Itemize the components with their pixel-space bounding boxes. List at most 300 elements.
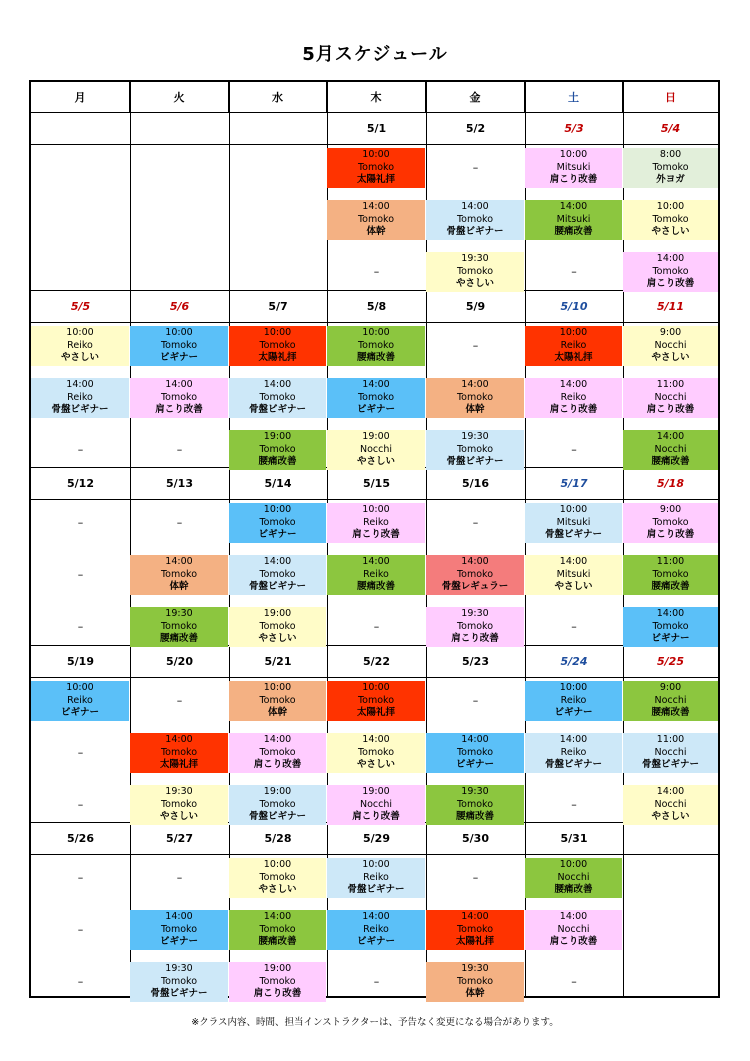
class-instructor: Tomoko <box>652 568 689 580</box>
empty-slot-dash: – <box>472 161 479 174</box>
empty-slot-dash: – <box>77 620 84 633</box>
class-time: 14:00 <box>165 734 193 745</box>
class-time: 10:00 <box>263 682 292 693</box>
class-time: 14:00 <box>656 786 685 797</box>
class-instructor: Tomoko <box>357 391 395 403</box>
class-time: 14:00 <box>165 556 193 567</box>
class-instructor: Nocchi <box>654 391 687 403</box>
class-slot[interactable] <box>623 378 718 418</box>
date-label: 5/19 <box>67 655 94 668</box>
class-time: 19:30 <box>461 253 489 264</box>
class-time: 14:00 <box>461 734 489 745</box>
class-slot[interactable] <box>130 607 228 647</box>
empty-slot-dash: – <box>571 265 577 278</box>
class-name: 骨盤ビギナー <box>641 759 699 770</box>
class-slot[interactable] <box>130 910 228 950</box>
weekday-5: 土 <box>525 82 623 112</box>
class-instructor: Tomoko <box>259 923 296 935</box>
class-name: 骨盤ビギナー <box>248 404 306 415</box>
class-name: 腰痛改善 <box>258 456 297 467</box>
date-label: 5/15 <box>363 477 390 490</box>
class-instructor: Nocchi <box>654 339 687 351</box>
class-slot[interactable] <box>525 733 622 773</box>
class-slot[interactable] <box>525 858 622 898</box>
class-slot[interactable] <box>623 733 718 773</box>
class-instructor: Tomoko <box>357 746 395 758</box>
class-time: 10:00 <box>263 504 292 515</box>
weekday-6: 日 <box>665 91 676 104</box>
class-name: 骨盤ビギナー <box>150 988 208 999</box>
class-slot[interactable] <box>229 681 326 721</box>
class-name: ビギナー <box>159 352 198 363</box>
class-slot[interactable] <box>426 430 524 470</box>
class-time: 10:00 <box>559 859 588 870</box>
class-instructor: Tomoko <box>456 798 494 810</box>
class-slot[interactable] <box>426 378 524 418</box>
class-name: 肩こり改善 <box>549 174 598 185</box>
date-label: 5/14 <box>264 477 292 490</box>
class-instructor: Tomoko <box>456 568 494 580</box>
class-instructor: Tomoko <box>456 746 494 758</box>
class-time: 14:00 <box>362 556 390 567</box>
class-time: 14:00 <box>559 201 588 212</box>
class-name: 体幹 <box>169 581 189 592</box>
class-name: 骨盤ビギナー <box>544 529 602 540</box>
class-instructor: Tomoko <box>160 923 198 935</box>
class-time: 14:00 <box>362 911 390 922</box>
class-instructor: Tomoko <box>357 161 395 173</box>
class-slot[interactable] <box>426 733 524 773</box>
class-name: 腰痛改善 <box>455 811 494 822</box>
class-slot[interactable] <box>327 785 425 825</box>
date-label: 5/13 <box>166 477 193 490</box>
class-time: 19:30 <box>461 608 489 619</box>
class-slot[interactable] <box>623 785 718 825</box>
class-time: 19:00 <box>263 431 292 442</box>
empty-slot-dash: – <box>373 975 380 988</box>
class-slot[interactable] <box>327 503 425 543</box>
class-instructor: Tomoko <box>652 161 689 173</box>
class-time: 14:00 <box>559 556 588 567</box>
class-time: 14:00 <box>461 379 489 390</box>
date-label: 5/11 <box>657 300 684 313</box>
date-label: 5/25 <box>657 655 684 668</box>
class-time: 19:30 <box>461 431 489 442</box>
class-slot[interactable] <box>525 200 622 240</box>
class-instructor: Tomoko <box>160 620 198 632</box>
date-label: 5/4 <box>660 122 681 135</box>
class-instructor: Nocchi <box>359 798 393 810</box>
class-slot[interactable] <box>623 326 718 366</box>
class-name: ビギナー <box>258 529 297 540</box>
class-time: 19:00 <box>362 431 390 442</box>
class-name: 肩こり改善 <box>253 759 302 770</box>
empty-slot-dash: – <box>176 516 183 529</box>
class-name: 腰痛改善 <box>651 581 690 592</box>
class-instructor: Mitsuki <box>556 161 591 173</box>
date-label: 5/20 <box>166 655 193 668</box>
class-time: 14:00 <box>559 734 588 745</box>
class-slot[interactable] <box>623 430 718 470</box>
date-label: 5/31 <box>560 832 588 845</box>
class-time: 14:00 <box>656 431 685 442</box>
class-name: やさしい <box>356 456 395 467</box>
empty-slot-dash: – <box>77 798 84 811</box>
class-instructor: Tomoko <box>259 568 296 580</box>
class-name: 太陽礼拝 <box>554 352 593 363</box>
class-instructor: Nocchi <box>654 694 687 706</box>
weekday-4: 金 <box>426 82 525 112</box>
class-instructor: Reiko <box>67 339 93 351</box>
class-instructor: Nocchi <box>557 923 590 935</box>
class-name: 太陽礼拝 <box>356 174 395 185</box>
empty-slot-dash: – <box>472 516 479 529</box>
class-name: 肩こり改善 <box>549 936 598 947</box>
class-slot[interactable] <box>623 148 718 188</box>
class-instructor: Tomoko <box>259 516 296 528</box>
class-time: 10:00 <box>66 327 94 338</box>
empty-slot-dash: – <box>77 871 84 884</box>
class-instructor: Tomoko <box>160 746 198 758</box>
class-name: 肩こり改善 <box>451 633 499 644</box>
class-slot[interactable] <box>130 326 228 366</box>
class-name: 骨盤ビギナー <box>248 581 306 592</box>
class-slot[interactable] <box>130 962 228 1002</box>
class-instructor: Tomoko <box>160 568 198 580</box>
class-instructor: Tomoko <box>456 620 494 632</box>
class-instructor: Reiko <box>560 391 587 403</box>
class-slot[interactable] <box>31 681 129 721</box>
class-instructor: Mitsuki <box>556 213 591 225</box>
grid-line-h <box>31 677 718 678</box>
class-time: 11:00 <box>656 556 685 567</box>
class-name: やさしい <box>651 352 690 363</box>
empty-slot-dash: – <box>571 443 577 456</box>
class-slot[interactable] <box>130 555 228 595</box>
class-slot[interactable] <box>327 148 425 188</box>
class-name: 太陽礼拝 <box>258 352 297 363</box>
class-instructor: Nocchi <box>654 746 687 758</box>
date-label: 5/5 <box>70 300 91 313</box>
class-time: 10:00 <box>656 201 685 212</box>
class-instructor: Tomoko <box>259 694 296 706</box>
class-time: 14:00 <box>656 253 685 264</box>
class-time: 10:00 <box>559 149 588 160</box>
class-instructor: Tomoko <box>357 694 395 706</box>
class-slot[interactable] <box>426 607 524 647</box>
class-instructor: Tomoko <box>259 746 296 758</box>
class-instructor: Tomoko <box>259 871 296 883</box>
date-label: 5/1 <box>366 122 387 135</box>
class-slot[interactable] <box>130 785 228 825</box>
class-slot[interactable] <box>327 378 425 418</box>
class-time: 8:00 <box>659 149 682 160</box>
date-label: 5/23 <box>462 655 489 668</box>
class-instructor: Tomoko <box>456 265 494 277</box>
class-slot[interactable] <box>426 910 524 950</box>
class-time: 11:00 <box>656 734 685 745</box>
class-slot[interactable] <box>525 681 622 721</box>
class-name: やさしい <box>258 884 297 895</box>
class-slot[interactable] <box>229 555 326 595</box>
class-instructor: Nocchi <box>359 443 393 455</box>
class-name: 肩こり改善 <box>155 404 203 415</box>
date-label: 5/26 <box>67 832 94 845</box>
class-name: 体幹 <box>267 707 287 718</box>
class-slot[interactable] <box>623 503 718 543</box>
class-name: 肩こり改善 <box>352 811 400 822</box>
class-name: 腰痛改善 <box>356 352 395 363</box>
class-name: ビギナー <box>159 936 198 947</box>
class-time: 19:30 <box>165 786 193 797</box>
class-slot[interactable] <box>229 378 326 418</box>
class-instructor: Tomoko <box>652 265 689 277</box>
class-name: 骨盤ビギナー <box>544 759 602 770</box>
class-slot[interactable] <box>327 858 425 898</box>
weekday-1: 火 <box>130 82 229 112</box>
grid-line-h <box>31 499 718 500</box>
class-instructor: Reiko <box>560 694 587 706</box>
class-slot[interactable] <box>426 785 524 825</box>
grid-line-h <box>31 854 718 855</box>
class-time: 10:00 <box>263 327 292 338</box>
empty-slot-dash: – <box>373 620 380 633</box>
class-name: 体幹 <box>465 404 485 415</box>
class-instructor: Tomoko <box>357 213 395 225</box>
date-label: 5/21 <box>264 655 292 668</box>
class-slot[interactable] <box>229 503 326 543</box>
date-label: 5/9 <box>465 300 486 313</box>
empty-slot-dash: – <box>176 443 183 456</box>
class-instructor: Tomoko <box>456 213 494 225</box>
date-label: 5/29 <box>363 832 390 845</box>
date-label: 5/16 <box>462 477 489 490</box>
class-time: 14:00 <box>263 379 292 390</box>
class-time: 19:00 <box>362 786 390 797</box>
empty-slot-dash: – <box>472 339 479 352</box>
class-name: 骨盤ビギナー <box>347 884 405 895</box>
class-time: 10:00 <box>362 859 390 870</box>
class-time: 10:00 <box>559 682 588 693</box>
empty-slot-dash: – <box>77 568 84 581</box>
grid-line-h <box>31 322 718 323</box>
class-time: 19:30 <box>165 608 193 619</box>
class-instructor: Reiko <box>67 694 93 706</box>
class-instructor: Reiko <box>363 871 389 883</box>
class-slot[interactable] <box>426 962 524 1002</box>
class-time: 19:30 <box>165 963 193 974</box>
class-name: 腰痛改善 <box>554 226 593 237</box>
class-name: 腰痛改善 <box>651 456 690 467</box>
grid-line-h <box>31 290 718 291</box>
empty-slot-dash: – <box>77 443 84 456</box>
class-name: ビギナー <box>455 759 494 770</box>
class-time: 19:30 <box>461 963 489 974</box>
class-slot[interactable] <box>31 326 129 366</box>
empty-slot-dash: – <box>77 923 84 936</box>
class-time: 19:00 <box>263 786 292 797</box>
date-label: 5/22 <box>363 655 390 668</box>
class-time: 10:00 <box>559 504 588 515</box>
empty-slot-dash: – <box>571 620 577 633</box>
class-time: 9:00 <box>659 682 682 693</box>
class-slot[interactable] <box>327 326 425 366</box>
class-instructor: Nocchi <box>654 443 687 455</box>
class-slot[interactable] <box>229 858 326 898</box>
class-name: 腰痛改善 <box>651 707 690 718</box>
class-instructor: Tomoko <box>357 339 395 351</box>
class-name: ビギナー <box>60 707 99 718</box>
class-instructor: Reiko <box>363 923 389 935</box>
class-time: 9:00 <box>659 504 682 515</box>
class-instructor: Tomoko <box>259 391 296 403</box>
empty-slot-dash: – <box>571 975 577 988</box>
class-slot[interactable] <box>229 733 326 773</box>
class-time: 14:00 <box>263 556 292 567</box>
class-instructor: Tomoko <box>259 798 296 810</box>
date-label: 5/10 <box>560 300 588 313</box>
class-slot[interactable] <box>130 733 228 773</box>
weekday-2: 水 <box>229 82 327 112</box>
class-time: 10:00 <box>362 504 390 515</box>
class-slot[interactable] <box>426 252 524 292</box>
date-label: 5/27 <box>166 832 193 845</box>
weekday-0: 月 <box>31 82 130 112</box>
class-time: 19:00 <box>263 963 292 974</box>
class-instructor: Tomoko <box>160 975 198 987</box>
class-slot[interactable] <box>229 785 326 825</box>
date-label: 5/8 <box>366 300 387 313</box>
class-name: 体幹 <box>366 226 386 237</box>
class-slot[interactable] <box>525 503 622 543</box>
class-name: 太陽礼拝 <box>159 759 198 770</box>
class-instructor: Reiko <box>560 746 587 758</box>
class-slot[interactable] <box>229 962 326 1002</box>
class-slot[interactable] <box>327 430 425 470</box>
class-slot[interactable] <box>426 200 524 240</box>
class-name: 肩こり改善 <box>646 278 695 289</box>
date-label: 5/28 <box>264 832 292 845</box>
class-name: やさしい <box>258 633 297 644</box>
class-name: 骨盤ビギナー <box>446 456 504 467</box>
class-slot[interactable] <box>229 607 326 647</box>
class-instructor: Reiko <box>560 339 587 351</box>
date-label: 5/12 <box>67 477 94 490</box>
class-name: やさしい <box>159 811 198 822</box>
class-instructor: Tomoko <box>456 391 494 403</box>
class-slot[interactable] <box>229 910 326 950</box>
footnote: ※クラス内容、時間、担当インストラクターは、予告なく変更になる場合があります。 <box>191 1017 559 1028</box>
class-name: ビギナー <box>356 936 395 947</box>
date-label: 5/18 <box>657 477 684 490</box>
class-slot[interactable] <box>623 607 718 647</box>
class-slot[interactable] <box>426 555 524 595</box>
weekday-header-row <box>31 82 718 112</box>
class-slot[interactable] <box>623 252 718 292</box>
class-name: 骨盤ビギナー <box>51 404 109 415</box>
class-name: 肩こり改善 <box>549 404 598 415</box>
empty-slot-dash: – <box>176 871 183 884</box>
class-slot[interactable] <box>327 910 425 950</box>
class-time: 10:00 <box>559 327 588 338</box>
class-name: 肩こり改善 <box>352 529 400 540</box>
class-time: 10:00 <box>362 149 390 160</box>
class-instructor: Nocchi <box>654 798 687 810</box>
class-slot[interactable] <box>31 378 129 418</box>
class-time: 10:00 <box>263 859 292 870</box>
class-time: 10:00 <box>66 682 94 693</box>
class-slot[interactable] <box>229 430 326 470</box>
class-name: 肩こり改善 <box>253 988 302 999</box>
class-time: 14:00 <box>263 734 292 745</box>
class-slot[interactable] <box>130 378 228 418</box>
class-time: 19:30 <box>461 786 489 797</box>
page-title: 5月スケジュール <box>302 44 448 65</box>
class-time: 14:00 <box>362 734 390 745</box>
class-slot[interactable] <box>327 733 425 773</box>
class-name: 腰痛改善 <box>554 884 593 895</box>
class-slot[interactable] <box>623 555 718 595</box>
class-name: ビギナー <box>651 633 690 644</box>
class-slot[interactable] <box>327 681 425 721</box>
empty-slot-dash: – <box>77 516 84 529</box>
class-slot[interactable] <box>525 326 622 366</box>
class-name: ビギナー <box>554 707 593 718</box>
class-time: 14:00 <box>461 911 489 922</box>
empty-slot-dash: – <box>472 694 479 707</box>
class-time: 19:00 <box>263 608 292 619</box>
class-slot[interactable] <box>525 378 622 418</box>
class-name: 腰痛改善 <box>159 633 198 644</box>
class-slot[interactable] <box>525 555 622 595</box>
class-time: 14:00 <box>263 911 292 922</box>
date-label: 5/24 <box>560 655 588 668</box>
class-instructor: Tomoko <box>456 975 494 987</box>
class-name: 骨盤レギュラー <box>441 581 509 592</box>
class-time: 10:00 <box>362 327 390 338</box>
class-slot[interactable] <box>623 200 718 240</box>
class-slot[interactable] <box>327 200 425 240</box>
class-instructor: Mitsuki <box>556 568 591 580</box>
weekday-3: 木 <box>327 82 426 112</box>
class-slot[interactable] <box>229 326 326 366</box>
grid-line-v <box>130 82 131 996</box>
class-slot[interactable] <box>327 555 425 595</box>
class-slot[interactable] <box>525 148 622 188</box>
empty-slot-dash: – <box>176 694 183 707</box>
grid-line-h <box>31 144 718 145</box>
class-slot[interactable] <box>623 681 718 721</box>
class-instructor: Tomoko <box>160 798 198 810</box>
date-label: 5/2 <box>465 122 486 135</box>
class-instructor: Tomoko <box>652 213 689 225</box>
schedule-grid <box>29 80 720 998</box>
class-time: 14:00 <box>559 911 588 922</box>
empty-slot-dash: – <box>77 746 84 759</box>
class-name: 外ヨガ <box>656 174 685 185</box>
class-name: やさしい <box>651 226 690 237</box>
class-name: 肩こり改善 <box>646 404 695 415</box>
class-slot[interactable] <box>525 910 622 950</box>
class-name: 体幹 <box>465 988 485 999</box>
class-instructor: Tomoko <box>259 339 296 351</box>
class-time: 14:00 <box>656 608 685 619</box>
class-instructor: Mitsuki <box>556 516 591 528</box>
class-time: 10:00 <box>362 682 390 693</box>
class-instructor: Nocchi <box>557 871 590 883</box>
class-instructor: Tomoko <box>259 975 296 987</box>
date-label: 5/7 <box>268 300 288 313</box>
